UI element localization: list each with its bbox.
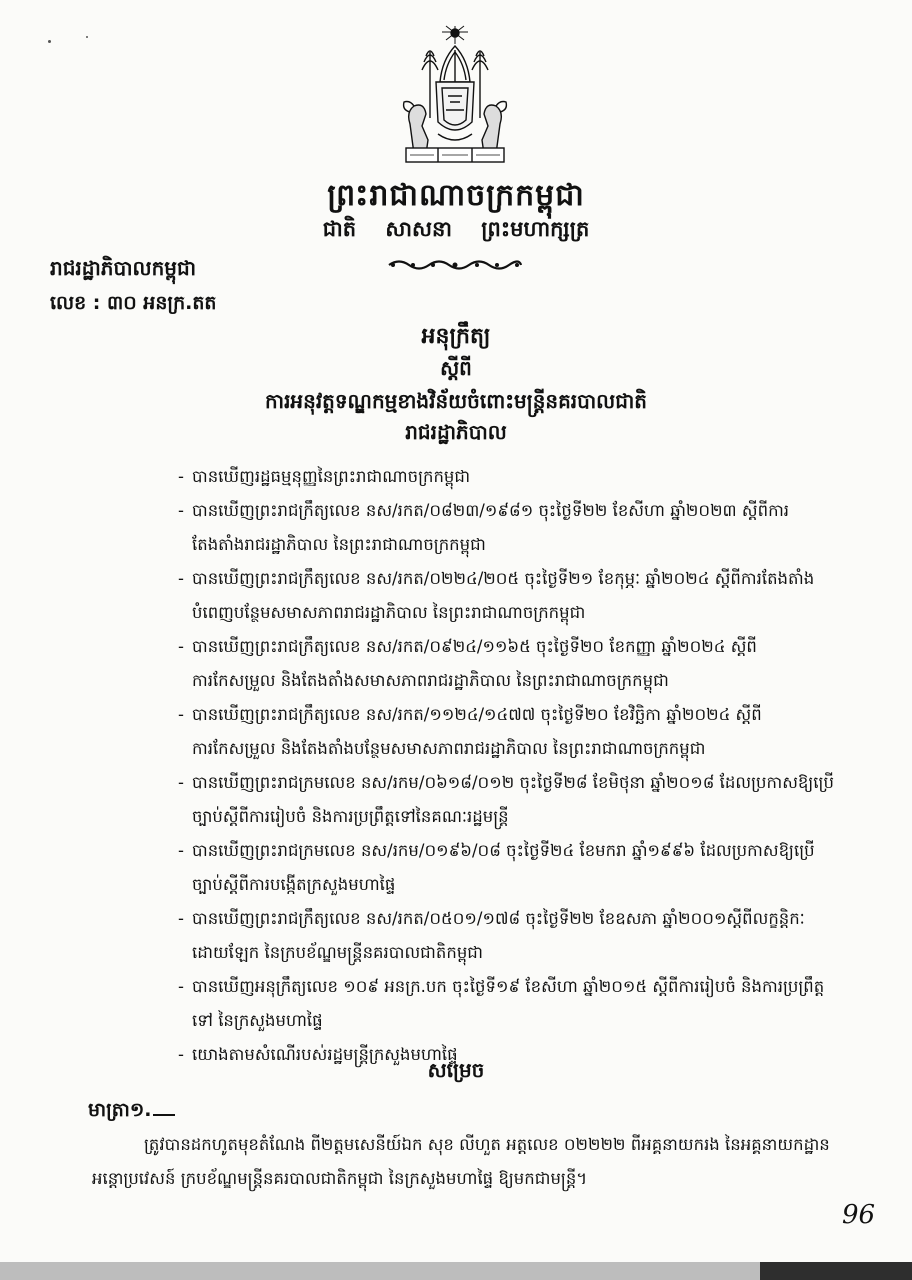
royal-arms-emblem [380, 22, 530, 172]
article-heading [88, 1098, 175, 1126]
handwritten-initial: 96 [842, 1200, 876, 1230]
issuing-government: រាជរដ្ឋាភិបាលកម្ពុជា [50, 256, 196, 280]
scan-bottom-edge [0, 1262, 912, 1280]
ornament-divider [385, 256, 525, 274]
document-type: អនុក្រឹត្យ [421, 324, 491, 349]
title-issuer: រាជរដ្ឋាភិបាល [405, 420, 507, 444]
kingdom-name: ព្រះរាជាណាចក្រកម្ពុជា [327, 178, 585, 213]
consideration-item: - បានឃើញព្រះរាជក្រឹត្យលេខ នស/រកត/០៨២៣/១៩៨១ ចុះថ្ងៃទី២២ ខែសីហា ឆ្នាំ២០២៣ ស្តីពីការតែងតាំងរាជរដ្ឋាភិបាល នៃព្រះរាជាណាចក្រកម្ពុជា [178, 494, 838, 562]
article-number: មាត្រា១. [88, 1099, 152, 1121]
consideration-item: - បានឃើញព្រះរាជក្រឹត្យលេខ នស/រកត/០២២៤/២០៥ ចុះថ្ងៃទី២១ ខែកុម្ភៈ ឆ្នាំ២០២៤ ស្តីពីការតែងតាំងបំពេញបន្ថែមសមាសភាពរាជរដ្ឋាភិបាល នៃព្រះរាជាណាចក្រកម្ពុជា [178, 562, 838, 630]
document-subject: ការអនុវត្តទណ្ឌកម្មខាងវិន័យចំពោះមន្ត្រីនគរបាលជាតិ [265, 389, 647, 413]
consideration-item: - បានឃើញអនុក្រឹត្យលេខ ១០៩ អនក្រ.បក ចុះថ្ងៃទី១៩ ខែសីហា ឆ្នាំ២០១៥ ស្តីពីការរៀបចំ និងការប្រព្រឹត្តទៅ នៃក្រសួងមហាផ្ទៃ [178, 970, 838, 1038]
scan-speck [48, 40, 51, 43]
consideration-item: - បានឃើញព្រះរាជក្រឹត្យលេខ នស/រកត/០៥០១/១៧៨ ចុះថ្ងៃទី២២ ខែឧសភា ឆ្នាំ២០០១ស្តីពីលក្ខន្តិកៈដោយឡែក នៃក្របខ័ណ្ឌមន្ត្រីនគរបាលជាតិកម្ពុជា [178, 902, 838, 970]
consideration-item: - បានឃើញព្រះរាជក្រមលេខ នស/រកម/០៦១៨/០១២ ចុះថ្ងៃទី២៨ ខែមិថុនា ឆ្នាំ២០១៨ ដែលប្រកាសឱ្យប្រើច្បាប់ស្តីពីការរៀបចំ និងការប្រព្រឹត្តទៅនៃគណៈរដ្ឋមន្ត្រី [178, 766, 838, 834]
consideration-item: - បានឃើញព្រះរាជក្រឹត្យលេខ នស/រកត/០៩២៤/១១៦៥ ចុះថ្ងៃទី២០ ខែកញ្ញា ឆ្នាំ២០២៤ ស្តីពីការកែសម្រួល និងតែងតាំងសមាសភាពរាជរដ្ឋាភិបាល នៃព្រះរាជាណាចក្រកម្ពុជា [178, 630, 838, 698]
consideration-item: - បានឃើញព្រះរាជក្រមលេខ នស/រកម/០១៩៦/០៨ ចុះថ្ងៃទី២៤ ខែមករា ឆ្នាំ១៩៩៦ ដែលប្រកាសឱ្យប្រើច្បាប់ស្តីពីការបង្កើតក្រសួងមហាផ្ទៃ [178, 834, 838, 902]
decision-heading: សម្រេច [427, 1058, 485, 1082]
scan-speck [86, 36, 88, 38]
national-motto: ជាតិ សាសនា ព្រះមហាក្សត្រ [322, 217, 590, 241]
consideration-item: - យោងតាមសំណើរបស់រដ្ឋមន្ត្រីក្រសួងមហាផ្ទៃ [178, 1038, 838, 1072]
reference-number: លេខ : ៣០ អនក្រ.តត [50, 292, 217, 314]
considerations-list [178, 460, 838, 1072]
article-text: ត្រូវបានដកហូតមុខតំណែង ពី២ត្តមសេនីយ៍ឯក សុខ លីហួត អត្តលេខ ០២២២២ ពីអគ្គនាយករង នៃអគ្គនាយកដ្ឋានអន្តោប្រវេសន៍ ក្របខ័ណ្ឌមន្ត្រីនគរបាលជាតិកម្ពុជា នៃក្រសួងមហាផ្ទៃ ឱ្យមកជាមន្ត្រី។ [92, 1135, 830, 1188]
about-label: ស្តីពី [440, 356, 472, 380]
article-underline [153, 1114, 175, 1116]
consideration-item: - បានឃើញរដ្ឋធម្មនុញ្ញនៃព្រះរាជាណាចក្រកម្ពុជា [178, 460, 838, 494]
consideration-item: - បានឃើញព្រះរាជក្រឹត្យលេខ នស/រកត/១១២៤/១៤៧៧ ចុះថ្ងៃទី២០ ខែវិច្ឆិកា ឆ្នាំ២០២៤ ស្តីពីការកែសម្រួល និងតែងតាំងបន្ថែមសមាសភាពរាជរដ្ឋាភិបាល នៃព្រះរាជាណាចក្រកម្ពុជា [178, 698, 838, 766]
scan-edge-light [0, 1262, 760, 1280]
